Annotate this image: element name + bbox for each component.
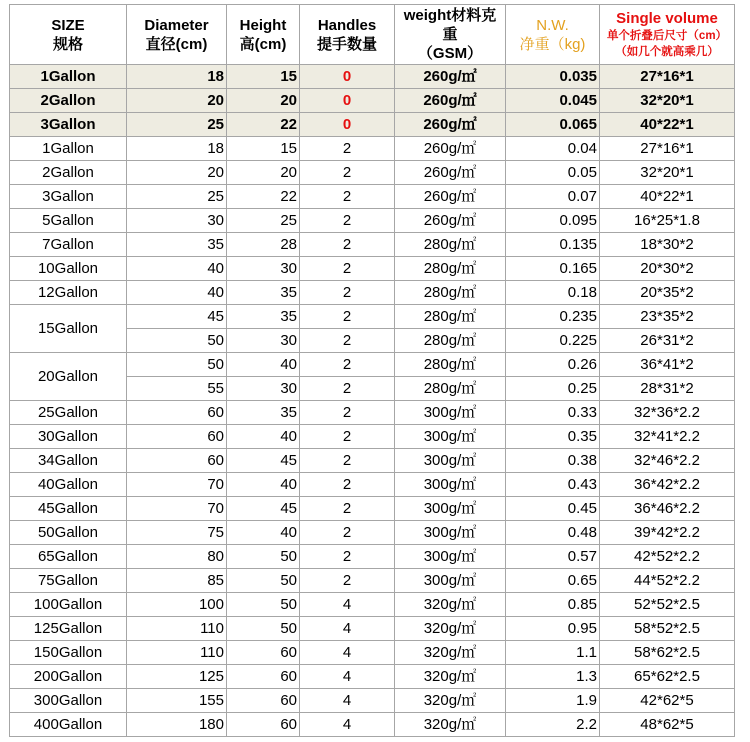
- cell-height: 40: [227, 473, 300, 497]
- cell-height: 35: [227, 305, 300, 329]
- cell-gsm: 320g/㎡: [395, 593, 506, 617]
- cell-volume: 32*46*2.2: [600, 449, 735, 473]
- cell-size: 2Gallon: [10, 161, 127, 185]
- cell-height: 60: [227, 713, 300, 737]
- cell-handles: 2: [300, 473, 395, 497]
- cell-diameter: 70: [127, 497, 227, 521]
- cell-gsm: 280g/㎡: [395, 233, 506, 257]
- cell-handles: 4: [300, 665, 395, 689]
- cell-height: 30: [227, 377, 300, 401]
- cell-gsm: 280g/㎡: [395, 353, 506, 377]
- cell-volume: 27*16*1: [600, 65, 735, 89]
- cell-net-weight: 0.35: [506, 425, 600, 449]
- cell-gsm: 260g/㎡: [395, 65, 506, 89]
- cell-diameter: 60: [127, 425, 227, 449]
- cell-handles: 2: [300, 425, 395, 449]
- cell-volume: 18*30*2: [600, 233, 735, 257]
- cell-size: 2Gallon: [10, 89, 127, 113]
- cell-size: 1Gallon: [10, 137, 127, 161]
- table-row: [10, 89, 735, 113]
- table-row: [10, 449, 735, 473]
- cell-volume: 16*25*1.8: [600, 209, 735, 233]
- cell-handles: 2: [300, 161, 395, 185]
- cell-handles: 0: [300, 65, 395, 89]
- cell-volume: 42*62*5: [600, 689, 735, 713]
- cell-gsm: 280g/㎡: [395, 281, 506, 305]
- table-row: [10, 137, 735, 161]
- cell-diameter: 18: [127, 65, 227, 89]
- cell-handles: 4: [300, 713, 395, 737]
- cell-diameter: 155: [127, 689, 227, 713]
- cell-gsm: 260g/㎡: [395, 89, 506, 113]
- table-row: [10, 569, 735, 593]
- cell-handles: 2: [300, 185, 395, 209]
- cell-volume: 27*16*1: [600, 137, 735, 161]
- cell-handles: 2: [300, 401, 395, 425]
- cell-gsm: 320g/㎡: [395, 641, 506, 665]
- cell-diameter: 40: [127, 281, 227, 305]
- cell-volume: 20*35*2: [600, 281, 735, 305]
- cell-handles: 2: [300, 353, 395, 377]
- cell-handles: 2: [300, 281, 395, 305]
- cell-diameter: 110: [127, 617, 227, 641]
- table-row: [10, 425, 735, 449]
- cell-size: 65Gallon: [10, 545, 127, 569]
- cell-height: 45: [227, 449, 300, 473]
- cell-handles: 2: [300, 497, 395, 521]
- cell-handles: 2: [300, 209, 395, 233]
- spec-table: [9, 4, 735, 737]
- cell-diameter: 75: [127, 521, 227, 545]
- table-row: [10, 473, 735, 497]
- cell-gsm: 300g/㎡: [395, 425, 506, 449]
- cell-size: 50Gallon: [10, 521, 127, 545]
- cell-size: 12Gallon: [10, 281, 127, 305]
- table-row: [10, 305, 735, 329]
- cell-height: 45: [227, 497, 300, 521]
- cell-size: 75Gallon: [10, 569, 127, 593]
- cell-net-weight: 0.85: [506, 593, 600, 617]
- cell-volume: 44*52*2.2: [600, 569, 735, 593]
- cell-net-weight: 0.25: [506, 377, 600, 401]
- table-row: [10, 65, 735, 89]
- cell-size: 150Gallon: [10, 641, 127, 665]
- cell-gsm: 280g/㎡: [395, 329, 506, 353]
- cell-height: 15: [227, 137, 300, 161]
- cell-size: 34Gallon: [10, 449, 127, 473]
- cell-gsm: 320g/㎡: [395, 713, 506, 737]
- cell-diameter: 80: [127, 545, 227, 569]
- cell-diameter: 40: [127, 257, 227, 281]
- cell-size: 7Gallon: [10, 233, 127, 257]
- cell-volume: 39*42*2.2: [600, 521, 735, 545]
- cell-handles: 2: [300, 569, 395, 593]
- table-row: [10, 665, 735, 689]
- cell-height: 22: [227, 185, 300, 209]
- cell-volume: 36*41*2: [600, 353, 735, 377]
- table-row: [10, 617, 735, 641]
- cell-handles: 2: [300, 377, 395, 401]
- cell-net-weight: 0.095: [506, 209, 600, 233]
- cell-diameter: 50: [127, 329, 227, 353]
- cell-net-weight: 1.1: [506, 641, 600, 665]
- cell-height: 25: [227, 209, 300, 233]
- cell-gsm: 300g/㎡: [395, 497, 506, 521]
- header-handles: Handles 提手数量: [300, 5, 395, 65]
- cell-diameter: 55: [127, 377, 227, 401]
- cell-handles: 2: [300, 329, 395, 353]
- cell-height: 50: [227, 617, 300, 641]
- table-row: [10, 233, 735, 257]
- cell-gsm: 280g/㎡: [395, 305, 506, 329]
- cell-volume: 32*36*2.2: [600, 401, 735, 425]
- table-row: [10, 185, 735, 209]
- cell-gsm: 260g/㎡: [395, 209, 506, 233]
- cell-volume: 36*46*2.2: [600, 497, 735, 521]
- cell-size: 400Gallon: [10, 713, 127, 737]
- cell-height: 30: [227, 257, 300, 281]
- header-row: [10, 5, 735, 65]
- cell-diameter: 60: [127, 449, 227, 473]
- cell-size: 45Gallon: [10, 497, 127, 521]
- cell-diameter: 18: [127, 137, 227, 161]
- cell-handles: 4: [300, 617, 395, 641]
- cell-height: 35: [227, 281, 300, 305]
- cell-height: 60: [227, 689, 300, 713]
- cell-height: 40: [227, 425, 300, 449]
- cell-gsm: 260g/㎡: [395, 137, 506, 161]
- cell-gsm: 320g/㎡: [395, 665, 506, 689]
- header-volume: Single volume 单个折叠后尺寸（cm） （如几个就高乘几）: [600, 5, 735, 65]
- cell-diameter: 20: [127, 89, 227, 113]
- cell-size: 25Gallon: [10, 401, 127, 425]
- table-row: [10, 593, 735, 617]
- header-diameter: Diameter 直径(cm): [127, 5, 227, 65]
- cell-height: 50: [227, 545, 300, 569]
- cell-net-weight: 0.235: [506, 305, 600, 329]
- cell-net-weight: 0.38: [506, 449, 600, 473]
- cell-volume: 40*22*1: [600, 185, 735, 209]
- cell-gsm: 300g/㎡: [395, 449, 506, 473]
- cell-net-weight: 0.035: [506, 65, 600, 89]
- cell-height: 40: [227, 353, 300, 377]
- cell-size: 3Gallon: [10, 185, 127, 209]
- cell-gsm: 320g/㎡: [395, 689, 506, 713]
- table-row: [10, 713, 735, 737]
- cell-size: 40Gallon: [10, 473, 127, 497]
- table-row: [10, 353, 735, 377]
- cell-handles: 2: [300, 449, 395, 473]
- header-height: Height 高(cm): [227, 5, 300, 65]
- cell-volume: 40*22*1: [600, 113, 735, 137]
- cell-gsm: 280g/㎡: [395, 257, 506, 281]
- cell-gsm: 320g/㎡: [395, 617, 506, 641]
- table-row: [10, 401, 735, 425]
- table-row: [10, 257, 735, 281]
- cell-gsm: 300g/㎡: [395, 401, 506, 425]
- cell-diameter: 35: [127, 233, 227, 257]
- cell-handles: 2: [300, 257, 395, 281]
- cell-size: 1Gallon: [10, 65, 127, 89]
- cell-handles: 0: [300, 89, 395, 113]
- table-row: [10, 521, 735, 545]
- cell-diameter: 110: [127, 641, 227, 665]
- cell-handles: 2: [300, 233, 395, 257]
- cell-size: 300Gallon: [10, 689, 127, 713]
- cell-handles: 2: [300, 521, 395, 545]
- cell-net-weight: 0.18: [506, 281, 600, 305]
- cell-volume: 20*30*2: [600, 257, 735, 281]
- table-row: [10, 281, 735, 305]
- table-row: [10, 209, 735, 233]
- cell-height: 15: [227, 65, 300, 89]
- cell-net-weight: 2.2: [506, 713, 600, 737]
- cell-net-weight: 0.04: [506, 137, 600, 161]
- cell-size: 3Gallon: [10, 113, 127, 137]
- cell-handles: 2: [300, 137, 395, 161]
- cell-net-weight: 0.045: [506, 89, 600, 113]
- table-row: [10, 497, 735, 521]
- cell-handles: 0: [300, 113, 395, 137]
- cell-diameter: 25: [127, 113, 227, 137]
- cell-net-weight: 1.3: [506, 665, 600, 689]
- cell-height: 60: [227, 641, 300, 665]
- table-row: [10, 689, 735, 713]
- table-row: [10, 161, 735, 185]
- cell-height: 60: [227, 665, 300, 689]
- cell-gsm: 260g/㎡: [395, 161, 506, 185]
- cell-gsm: 300g/㎡: [395, 473, 506, 497]
- cell-net-weight: 0.43: [506, 473, 600, 497]
- cell-height: 35: [227, 401, 300, 425]
- cell-gsm: 260g/㎡: [395, 113, 506, 137]
- cell-volume: 65*62*2.5: [600, 665, 735, 689]
- cell-diameter: 100: [127, 593, 227, 617]
- header-weight: weight材料克 重 （GSM）: [395, 5, 506, 65]
- cell-net-weight: 0.26: [506, 353, 600, 377]
- cell-size: 125Gallon: [10, 617, 127, 641]
- table-row: [10, 641, 735, 665]
- cell-volume: 26*31*2: [600, 329, 735, 353]
- cell-volume: 36*42*2.2: [600, 473, 735, 497]
- cell-size: 15Gallon: [10, 305, 127, 353]
- cell-diameter: 85: [127, 569, 227, 593]
- cell-handles: 4: [300, 689, 395, 713]
- cell-volume: 58*62*2.5: [600, 641, 735, 665]
- cell-gsm: 300g/㎡: [395, 545, 506, 569]
- cell-volume: 32*20*1: [600, 89, 735, 113]
- cell-height: 28: [227, 233, 300, 257]
- cell-diameter: 180: [127, 713, 227, 737]
- cell-net-weight: 0.65: [506, 569, 600, 593]
- cell-size: 100Gallon: [10, 593, 127, 617]
- cell-volume: 58*52*2.5: [600, 617, 735, 641]
- cell-net-weight: 0.95: [506, 617, 600, 641]
- cell-net-weight: 1.9: [506, 689, 600, 713]
- cell-diameter: 20: [127, 161, 227, 185]
- cell-gsm: 300g/㎡: [395, 521, 506, 545]
- cell-height: 30: [227, 329, 300, 353]
- cell-handles: 4: [300, 593, 395, 617]
- cell-height: 50: [227, 593, 300, 617]
- cell-gsm: 260g/㎡: [395, 185, 506, 209]
- cell-size: 5Gallon: [10, 209, 127, 233]
- cell-height: 22: [227, 113, 300, 137]
- table-row: [10, 113, 735, 137]
- cell-net-weight: 0.45: [506, 497, 600, 521]
- cell-handles: 4: [300, 641, 395, 665]
- cell-net-weight: 0.135: [506, 233, 600, 257]
- cell-gsm: 280g/㎡: [395, 377, 506, 401]
- cell-volume: 28*31*2: [600, 377, 735, 401]
- cell-net-weight: 0.05: [506, 161, 600, 185]
- cell-net-weight: 0.57: [506, 545, 600, 569]
- cell-volume: 48*62*5: [600, 713, 735, 737]
- table-row: [10, 545, 735, 569]
- cell-volume: 52*52*2.5: [600, 593, 735, 617]
- cell-height: 40: [227, 521, 300, 545]
- header-size: SIZE 规格: [10, 5, 127, 65]
- cell-size: 10Gallon: [10, 257, 127, 281]
- cell-size: 30Gallon: [10, 425, 127, 449]
- cell-net-weight: 0.07: [506, 185, 600, 209]
- table-body: [10, 65, 735, 737]
- cell-diameter: 50: [127, 353, 227, 377]
- header-net-weight: N.W. 净重（kg): [506, 5, 600, 65]
- cell-height: 50: [227, 569, 300, 593]
- cell-diameter: 45: [127, 305, 227, 329]
- cell-height: 20: [227, 161, 300, 185]
- cell-diameter: 60: [127, 401, 227, 425]
- cell-handles: 2: [300, 305, 395, 329]
- cell-diameter: 25: [127, 185, 227, 209]
- cell-height: 20: [227, 89, 300, 113]
- cell-net-weight: 0.165: [506, 257, 600, 281]
- cell-volume: 32*20*1: [600, 161, 735, 185]
- cell-size: 20Gallon: [10, 353, 127, 401]
- cell-volume: 23*35*2: [600, 305, 735, 329]
- cell-gsm: 300g/㎡: [395, 569, 506, 593]
- cell-diameter: 125: [127, 665, 227, 689]
- cell-net-weight: 0.225: [506, 329, 600, 353]
- cell-diameter: 70: [127, 473, 227, 497]
- cell-size: 200Gallon: [10, 665, 127, 689]
- cell-diameter: 30: [127, 209, 227, 233]
- cell-volume: 32*41*2.2: [600, 425, 735, 449]
- cell-volume: 42*52*2.2: [600, 545, 735, 569]
- cell-handles: 2: [300, 545, 395, 569]
- cell-net-weight: 0.33: [506, 401, 600, 425]
- cell-net-weight: 0.065: [506, 113, 600, 137]
- cell-net-weight: 0.48: [506, 521, 600, 545]
